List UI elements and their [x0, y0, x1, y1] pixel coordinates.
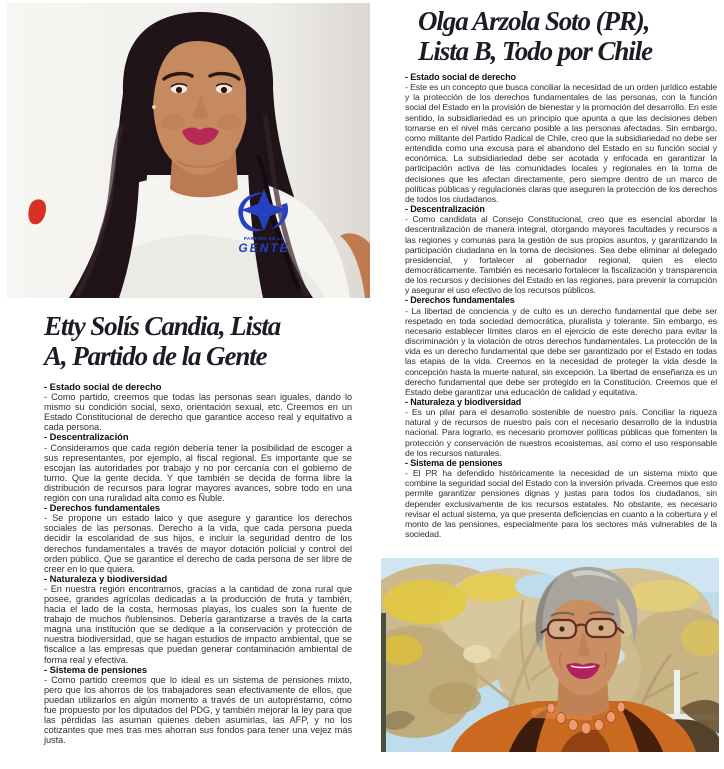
section-naturaleza-right [405, 397, 717, 458]
section-body: - Es un pilar para el desarrollo sostenible de nuestro país. Conciliar la riqueza natural y de recursos de nuestro país con el necesario desarrollo de la industria nacional. Para lograrlo, es necesario promover políticas públicas que fomenten la protección y conservación de nuestros ecosistemas, así como el uso responsable de los recursos naturales. [405, 407, 717, 458]
section-heading: - Naturaleza y biodiversidad [44, 572, 168, 584]
right-profile-answers [405, 72, 717, 539]
pole-left [381, 613, 386, 752]
pdg-logo-text-small: PARTIDO DE LA [243, 236, 285, 241]
eye-left-olga [559, 626, 564, 631]
section-heading: - Estado social de derecho [44, 381, 162, 392]
pupil-left [176, 87, 182, 93]
right-title-line2: Lista B, Todo por Chile [418, 36, 652, 66]
eye-right-olga [598, 625, 603, 630]
right-profile-title [418, 6, 652, 66]
left-title-line2: A, Partido de la Gente [44, 341, 267, 371]
section-body: - La libertad de conciencia y de culto es un derecho fundamental que debe ser respetado en toda sociedad democrática, pluralista y tolerante. Sin embargo, es necesario establecer límites claros en el ejercicio de este derecho para evitar la discriminación y la violación de otros derechos fundamentales. La protección de la vida es un derecho fundamental que debe ser garantizado por el Estado en todas las etapas de la vida. Creemos en la necesidad de proteger la vida desde la concepción hasta la muerte natural, sin excepción. La libertad de enseñanza es un derecho fundamental que debe ser protegido en la Constitución. Creemos que el Estado debe garantizar una educación de calidad y equitativa. [405, 305, 717, 397]
section-body: - El PR ha defendido históricamente la necesidad de un sistema mixto que combine la seguridad social del Estado con la inversión privada. Creemos que esto permite garantizar pensiones dignas y justas para todos los ciudadanos, sin depender exclusivamente de los recursos estatales. No obstante, es necesario revisar el actual sistema, ya que presenta deficiencias en cuanto a la cobertura y el monto de las pensiones, especialmente para los sectores más vulnerables de la sociedad. [405, 468, 717, 540]
section-body: - Como candidata al Consejo Constitucional, creo que es esencial abordar la descentralización de manera integral, otorgando mayores facultades y recursos a las regiones y comunas para la gestión de sus propios asuntos, y garantizando la participación ciudadana en la toma de decisiones. Sea debe eliminar al delegado presidencial, y fortalecer al gobernador regional, quien es electo democráticamente. También es necesario fortalecer la fiscalización y transparencia de los recursos y decisiones del Estado en las regiones, para prevenir la corrupción y asegurar el uso efectivo de los recursos públicos. [405, 214, 718, 296]
section-estado-social-left [44, 382, 352, 432]
section-body: - Se propone un estado laico y que asegure y garantice los derechos sociales de las personas. Derecho a la vida, que cada persona pueda decidir la escolaridad de sus hijos, e incluir la seguridad dentro de los derechos fundamentales a través de mayor dotación policial y control del orden público. Que se garantice el derecho de cada persona de ser libre de creer en lo que quiera. [44, 513, 352, 574]
section-body: - En nuestra región encontramos, gracias a la cantidad de zona rural que posee, grandes agrícolas dedicadas a la producción de fruta y también, hacia el lado de la costa, hermosas playas, los cuales son la fuente de trabajo de muchos ñublensinos. Debería garantizarse a través de la carta magna una institución que se dedique a la conservación y protección de nuestra biodiversidad, que se hagan estudios de impacto ambiental, que se fiscalice a las empresas que puedan generar contaminación ambiental de forma real y efectiva. [44, 583, 352, 665]
pupil-right [221, 87, 227, 93]
section-body: - Este es un concepto que busca conciliar la necesidad de un orden jurídico estable y la protección de los derechos fundamentales de las personas, con la función social del Estado en la provisión de bienestar y la promoción del desarrollo. En este sentido, la subsidiariedad es un principio que apunta a que las decisiones deben tomarse en el nivel más cercano posible a las personas afectadas. Sin embargo, como militante del Partido Radical de Chile, creo que la subsidiariedad no debe ser entendida como una excusa para el abandono del Estado en su función social y económica. La subsidiariedad debe ser acotada y enfocada en garantizar la participación activa de las comunidades locales y regionales en la toma de decisiones que les afectan directamente, pero siempre dentro de un marco de políticas públicas y regulaciones claras que aseguren la protección de los derechos de todos los ciudadanos. [405, 82, 717, 204]
earring [152, 105, 156, 109]
candidate-photo-etty-solis [7, 3, 370, 298]
left-title-line1: Etty Solís Candia, Lista [44, 311, 281, 341]
section-heading: - Derechos fundamentales [44, 502, 161, 514]
section-descentralizacion-left [44, 432, 352, 503]
cheek-right [217, 114, 241, 130]
pdg-logo-text-gente: GENTE [238, 241, 290, 255]
section-body: - Como partido, creemos que todas las personas sean iguales, dando lo mismo su condición social, sexo, orientación sexual, etc. Creemos en un Estado Constitucional de derecho que garantice acceso real y equitativo a cada persona. [44, 392, 352, 433]
section-estado-social-right [405, 72, 717, 204]
left-profile-answers [44, 382, 352, 745]
section-pensiones-left [44, 665, 352, 746]
right-title-line1: Olga Arzola Soto (PR), [418, 6, 650, 36]
candidate-photo-olga-arzola [381, 558, 719, 752]
section-heading: - Descentralización [405, 204, 485, 215]
section-heading: - Sistema de pensiones [44, 663, 148, 675]
left-profile-title [44, 311, 280, 371]
section-descentralizacion-right [405, 204, 717, 295]
section-heading: - Derechos fundamentales [405, 295, 515, 306]
section-heading: - Sistema de pensiones [405, 457, 503, 468]
section-derechos-left [44, 503, 352, 574]
cheek-left [161, 114, 185, 130]
section-body: - Consideramos que cada región debería tener la posibilidad de escoger a sus representantes, por ejemplo, al fiscal regional. Es importante que se escojan las autoridades por trabajo y no por cercanía con el gobierno de turno. Que la gente decida. Y que también se decida de forma libre la distribución de recursos para lograr mayores avances, sobre todo en una región con una ruralidad alta como es Ñuble. [44, 442, 352, 504]
section-derechos-right [405, 295, 717, 397]
section-body: - Como partido creemos que lo ideal es un sistema de pensiones mixto, pero que los ahorros de los trabajadores sean efectivamente de ellos, que puedan utilizarlos en algún momento a través de un autopréstamo, cómo fue propuesto por los diputados del PDG, y también mejorar la ley para que las pérdidas las asuman quienes deben asumirlas, las AFP, y no los cotizantes que mes tras mes ahorran sus fondos para tener una vejez más justa. [44, 674, 352, 746]
section-heading: - Descentralización [44, 431, 129, 443]
section-heading: - Estado social de derecho [405, 72, 516, 82]
section-pensiones-right [405, 458, 717, 539]
section-naturaleza-left [44, 574, 352, 665]
section-heading: - Naturaleza y biodiversidad [405, 397, 522, 407]
